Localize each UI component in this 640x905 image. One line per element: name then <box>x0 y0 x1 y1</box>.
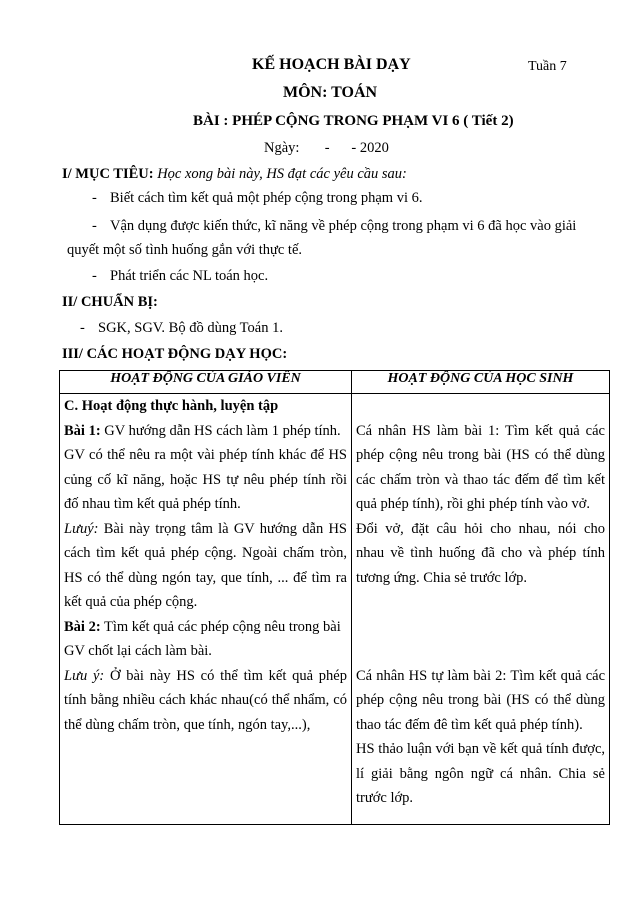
student-activity: Đổi vở, đặt câu hỏi cho nhau, nói cho nhau về tình huống đã cho và phép tính tương ứng. Chia sẻ trước lớp. <box>356 520 605 586</box>
objectives-heading: I/ MỤC TIÊU: <box>62 166 154 182</box>
activities-heading: III/ CÁC HOẠT ĐỘNG DẠY HỌC: <box>62 346 288 362</box>
teacher-note: GV chốt lại cách làm bài. <box>64 643 212 659</box>
objectives-section <box>62 166 407 183</box>
objective-item: - Vận dụng được kiến thức, kĩ năng về phép cộng trong phạm vi 6 đã học vào giải <box>92 218 577 234</box>
teacher-note: Lưuý: Bài này trọng tâm là GV hướng dẫn HS cách tìm kết quả phép cộng. Ngoài chấm tròn, HS có thể dùng ngón tay, que tính, ... để tìm ra kết quả của phép cộng. <box>64 520 347 610</box>
subject-title: MÔN: TOÁN <box>283 84 378 101</box>
objective-item-continued: quyết một số tình huống gắn với thực tế. <box>67 242 303 258</box>
section-title: C. Hoạt động thực hành, luyện tập <box>64 398 279 414</box>
student-activity: Cá nhân HS làm bài 1: Tìm kết quả các phép cộng nêu trong bài (HS có thể dùng các chấm tròn và thao tác đếm để tìm kết quả phép tính), rồi ghi phép tính vào vở. <box>356 422 605 512</box>
exercise-2: Bài 2: Tìm kết quả các phép cộng nêu trong bài <box>64 618 341 635</box>
objectives-intro: Học xong bài này, HS đạt các yêu cầu sau: <box>157 166 407 182</box>
exercise-1: Bài 1: GV hướng dẫn HS cách làm 1 phép tính. <box>64 422 341 439</box>
teacher-column-header: HOẠT ĐỘNG CỦA GIÁO VIÊN <box>60 371 352 394</box>
teacher-activities-cell <box>60 394 352 825</box>
student-column-header: HOẠT ĐỘNG CỦA HỌC SINH <box>352 371 610 394</box>
objective-item: - Biết cách tìm kết quả một phép cộng trong phạm vi 6. <box>92 190 423 206</box>
preparation-item: - SGK, SGV. Bộ đồ dùng Toán 1. <box>80 320 283 336</box>
table-row <box>60 394 610 825</box>
student-activity: HS thảo luận với bạn về kết quả tính được, lí giải bằng ngôn ngữ cá nhân. Chia sẻ trước lớp. <box>356 741 605 806</box>
lesson-title: BÀI : PHÉP CỘNG TRONG PHẠM VI 6 ( Tiết 2) <box>193 113 514 129</box>
date-line: Ngày: - - 2020 <box>264 140 389 156</box>
activities-table <box>59 370 610 825</box>
student-activity: Cá nhân HS tự làm bài 2: Tìm kết quả các phép cộng nêu trong bài (HS có thể dùng thao tác đếm đê tìm kết quả phép tính). <box>356 667 605 733</box>
teacher-note: GV có thể nêu ra một vài phép tính khác để HS củng cố kĩ năng, hoặc HS tự nêu phép tính rồi đố nhau tìm kết quả phép tính. <box>64 447 347 512</box>
lesson-plan-title: KẾ HOẠCH BÀI DẠY <box>252 56 411 73</box>
table-header-row <box>60 371 610 394</box>
objective-item: - Phát triển các NL toán học. <box>92 268 269 284</box>
preparation-heading: II/ CHUẨN BỊ: <box>62 294 158 310</box>
week-label: Tuần 7 <box>528 59 567 74</box>
student-activities-cell <box>352 394 610 825</box>
teacher-note: Lưu ý: Ở bài này HS có thể tìm kết quả phép tính bằng nhiều cách khác nhau(có thể nhẩm, có thể dùng chấm tròn, que tính, ngón tay,...), <box>64 667 347 733</box>
